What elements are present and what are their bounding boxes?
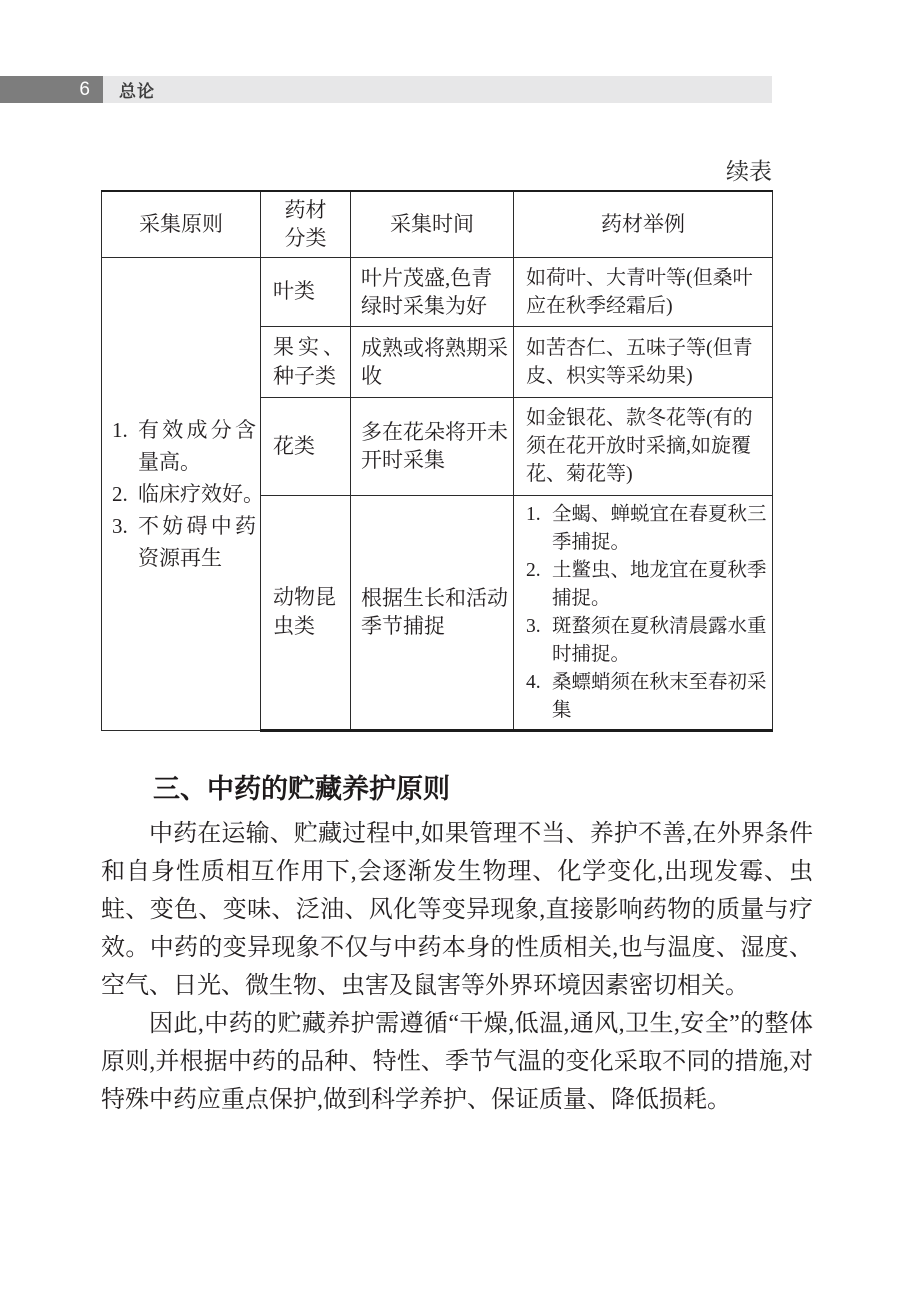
principle-item: 3. 不妨碍中药资源再生 [112, 513, 256, 570]
time-cell-leaf: 叶片茂盛,色青绿时采集为好 [351, 257, 514, 326]
category-cell-flower: 花类 [261, 397, 351, 495]
principle-item: 1. 有效成分含量高。 [112, 417, 256, 474]
example-list-item: 1. 全蝎、蝉蜕宜在春夏秋三季捕捉。 [526, 504, 767, 553]
page-number-box [0, 76, 103, 103]
running-head-title: 总论 [119, 82, 155, 101]
table-row-leaf [102, 257, 773, 326]
continued-table-label: 续表 [726, 159, 772, 184]
table-header-row [102, 191, 773, 257]
header-material-category: 药材 分类 [261, 191, 351, 257]
time-cell-flower: 多在花朵将开未开时采集 [351, 397, 514, 495]
paragraph: 因此,中药的贮藏养护需遵循“干燥,低温,通风,卫生,安全”的整体原则,并根据中药的品种、特性、季节气温的变化采取不同的措施,对特殊中药应重点保护,做到科学养护、保证质量、降低损耗。 [101, 1010, 813, 1113]
section-heading: 三、中药的贮藏养护原则 [153, 773, 450, 804]
example-list-item: 4. 桑螵蛸须在秋末至春初采集 [526, 672, 767, 721]
examples-cell-animal-insect [514, 495, 773, 730]
page-number: 6 [79, 78, 90, 100]
header-collection-principle: 采集原则 [102, 191, 261, 257]
principles-cell [102, 257, 264, 730]
header-collection-time: 采集时间 [351, 191, 514, 257]
time-cell-animal-insect: 根据生长和活动季节捕捉 [351, 495, 514, 730]
category-cell-leaf: 叶类 [261, 257, 351, 326]
example-list-item: 2. 土鳖虫、地龙宜在夏秋季捕捉。 [526, 560, 767, 609]
category-cell-fruit-seed: 果实、种子类 [261, 326, 351, 397]
page-header-bar [0, 76, 772, 103]
section-body [101, 815, 813, 1119]
time-cell-fruit-seed: 成熟或将熟期采收 [351, 326, 514, 397]
category-cell-animal-insect: 动物昆虫类 [261, 495, 351, 730]
principle-item: 2. 临床疗效好。 [112, 481, 264, 506]
examples-cell-leaf: 如荷叶、大青叶等(但桑叶应在秋季经霜后) [514, 257, 773, 326]
header-material-examples: 药材举例 [514, 191, 773, 257]
paragraph: 中药在运输、贮藏过程中,如果管理不当、养护不善,在外界条件和自身性质相互作用下,会逐渐发生物理、化学变化,出现发霉、虫蛀、变色、变味、泛油、风化等变异现象,直接影响药物的质量与疗效。中药的变异现象不仅与中药本身的性质相关,也与温度、湿度、空气、日光、微生物、虫害及鼠害等外界环境因素密切相关。 [101, 820, 813, 999]
example-list-item: 3. 斑蝥须在夏秋清晨露水重时捕捉。 [526, 616, 767, 665]
page-content [101, 103, 813, 1119]
examples-cell-flower: 如金银花、款冬花等(有的须在花开放时采摘,如旋覆花、菊花等) [514, 397, 773, 495]
examples-cell-fruit-seed: 如苦杏仁、五味子等(但青皮、枳实等采幼果) [514, 326, 773, 397]
collection-table [101, 190, 773, 732]
